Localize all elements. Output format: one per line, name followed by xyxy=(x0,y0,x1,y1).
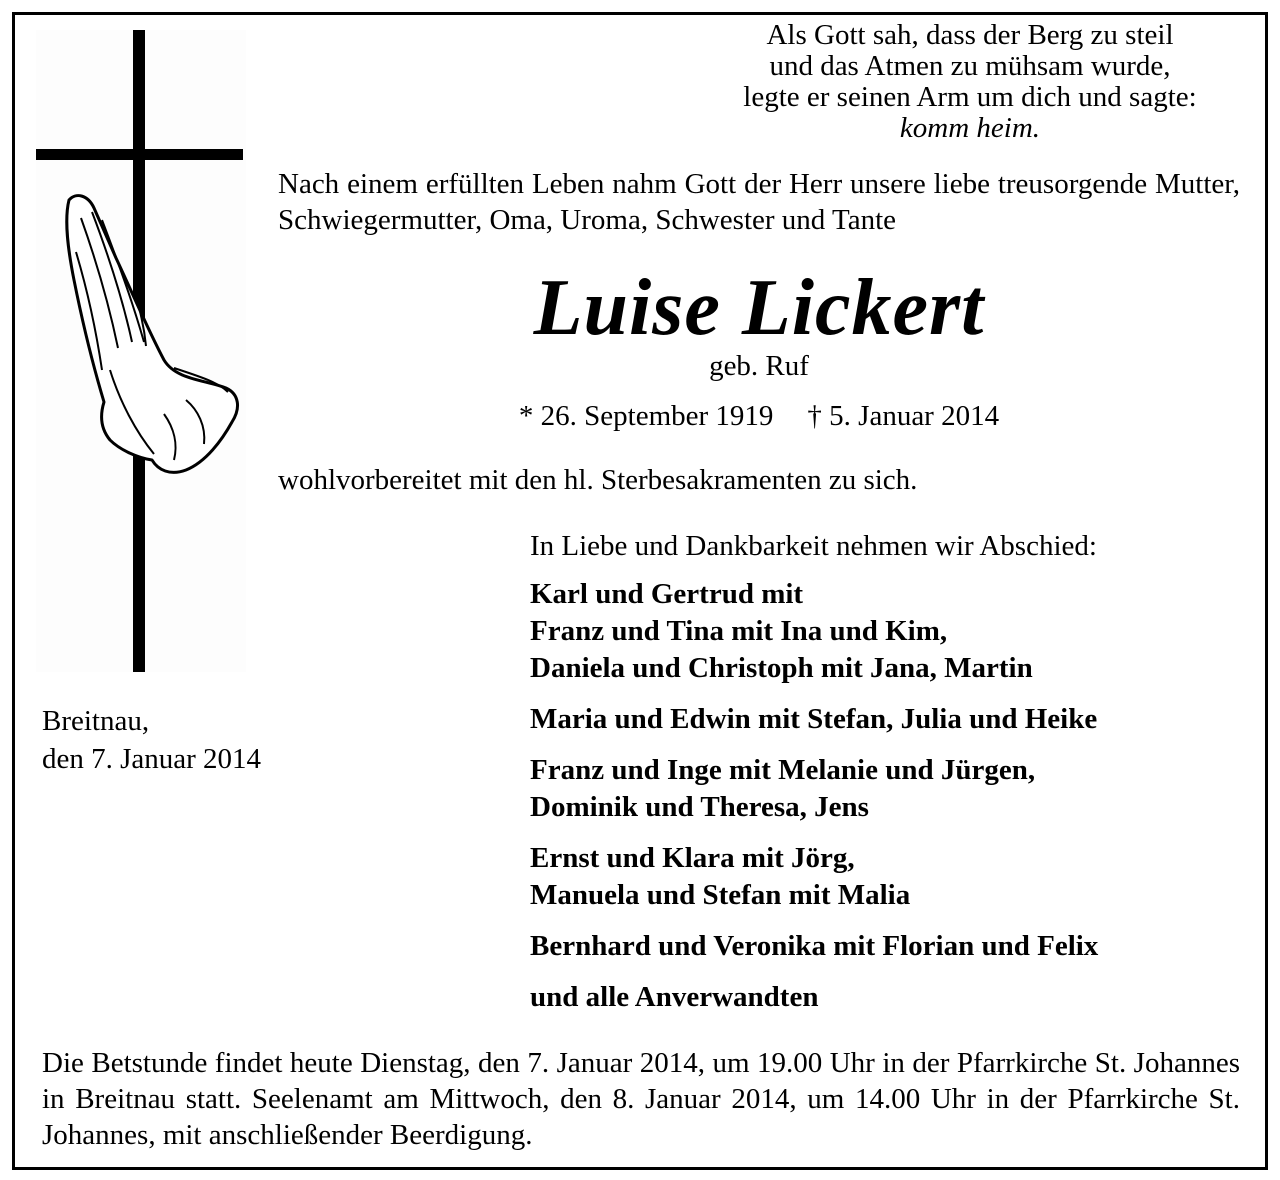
date: den 7. Januar 2014 xyxy=(42,743,262,775)
mourner-line: Bernhard und Veronika mit Florian und Felix xyxy=(530,930,1099,962)
intro-text: Nach einem erfüllten Leben nahm Gott der Herr unsere liebe treusorgende Mutter, Schwiegermutter, Oma, Uroma, Schwester und Tante xyxy=(278,168,1240,236)
mourner-line: Dominik und Theresa, Jens xyxy=(530,791,869,823)
birth-date: * 26. September 1919 xyxy=(518,400,774,432)
deceased-name: Luise Lickert xyxy=(533,264,985,352)
mourner-group xyxy=(530,840,1098,914)
mourner-line: Karl und Gertrud mit xyxy=(530,578,804,610)
poem-line: legte er seinen Arm um dich und sagte: xyxy=(743,81,1197,113)
poem-line: und das Atmen zu mühsam wurde, xyxy=(769,50,1171,82)
mourner-line: und alle Anverwandten xyxy=(530,981,819,1013)
cross-icon xyxy=(36,30,246,672)
mourner-group xyxy=(530,979,1098,1016)
mourner-group xyxy=(530,576,1098,687)
mourners-list xyxy=(530,576,1098,1016)
poem-line: Als Gott sah, dass der Berg zu steil xyxy=(766,19,1174,51)
cross-artwork xyxy=(36,30,246,672)
poem xyxy=(680,20,1260,144)
mourner-line: Manuela und Stefan mit Malia xyxy=(530,879,911,911)
mourner-line: Maria und Edwin mit Stefan, Julia und Heike xyxy=(530,703,1098,735)
praying-hands-icon xyxy=(67,196,238,473)
farewell-text: In Liebe und Dankbarkeit nehmen wir Abschied: xyxy=(530,530,1097,562)
life-dates xyxy=(278,398,1240,434)
mourner-line: Franz und Tina mit Ina und Kim, xyxy=(530,615,948,647)
place: Breitnau, xyxy=(42,705,150,737)
sacraments-text: wohlvorbereitet mit den hl. Sterbesakramenten zu sich. xyxy=(278,464,918,496)
death-date: † 5. Januar 2014 xyxy=(807,400,1000,432)
mourner-line: Ernst und Klara mit Jörg, xyxy=(530,842,855,874)
poem-closing: komm heim. xyxy=(899,112,1041,144)
mourner-line: Franz und Inge mit Melanie und Jürgen, xyxy=(530,754,1036,786)
service-info: Die Betstunde findet heute Dienstag, den 7. Januar 2014, um 19.00 Uhr in der Pfarrkirche St. Johannes in Breitnau statt. Seelenamt am Mittwoch, den 8. Januar 2014, um 14.00 Uhr in der Pfarrkirche St. Johannes, mit anschließender Beerdigung. xyxy=(42,1047,1240,1151)
mourner-line: Daniela und Christoph mit Jana, Martin xyxy=(530,652,1033,684)
maiden-name: geb. Ruf xyxy=(709,350,809,382)
mourner-group xyxy=(530,752,1098,826)
mourner-group xyxy=(530,701,1098,738)
place-date xyxy=(42,702,261,778)
mourner-group xyxy=(530,928,1098,965)
